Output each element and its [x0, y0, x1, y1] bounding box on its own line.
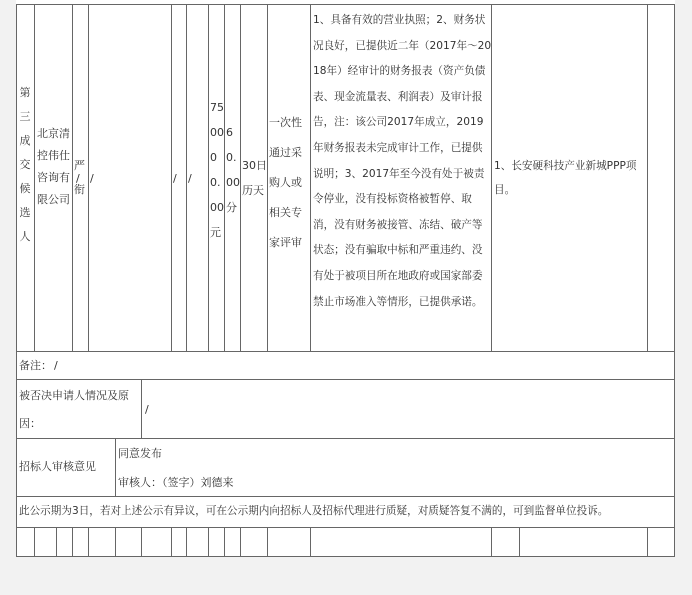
col-line	[186, 4, 187, 351]
row-line-candidate-bottom	[16, 351, 675, 352]
table-border-left	[16, 4, 17, 557]
rejected-label-line2: 因：	[19, 417, 41, 430]
col-line	[72, 4, 73, 351]
rank-char: 交	[19, 158, 31, 171]
rejected-label-line1: 被否决申请人情况及原	[19, 389, 129, 402]
rank-char: 第	[19, 86, 31, 99]
rank-char: 三	[19, 110, 31, 123]
empty-row-line	[141, 527, 142, 556]
col-line	[224, 4, 225, 351]
row-line-top	[16, 4, 675, 5]
rank-char: 人	[19, 230, 31, 243]
review-reviewer-signature: 审核人：（签字）刘德来	[118, 476, 234, 489]
review-label: 招标人审核意见	[19, 460, 96, 473]
empty-row-line	[519, 527, 520, 556]
candidate-rank-label	[18, 81, 32, 249]
empty-row-line	[267, 527, 268, 556]
page-footer-space	[0, 557, 692, 595]
empty-row-line	[310, 527, 311, 556]
cell-slash: /	[173, 172, 177, 185]
candidate-qualification-requirements: 1、具备有效的营业执照；2、财务状 况良好，已提供近二年（2017年～20 18年）经审计的财务报表（资产负债 表、现金流量表、利润表）及审计报 告，注：该公司2017年成立，2019 年财务报表未完成审计工作，已提供 说明；3、2017年至今没有处于被责 令停业，没有投标资格被暂停、取 消，没有财务被接管、冻结、破产等 状态；没有骗取中标和严重违约、没 有处于被项目所在地政府或国家部委 禁止市场准入等情形，已提供承诺。	[313, 14, 492, 308]
col-line	[34, 4, 35, 351]
empty-row-line	[224, 527, 225, 556]
announcement-table	[16, 0, 675, 557]
empty-row-line	[115, 527, 116, 556]
empty-row-line	[186, 527, 187, 556]
empty-row-line	[88, 527, 89, 556]
row-line-review-bottom	[16, 496, 675, 497]
empty-row-line	[34, 527, 35, 556]
candidate-performance: 1、长安硬科技产业新城PPP项 目。	[494, 160, 637, 196]
cell-slash: /	[76, 172, 80, 185]
empty-row-line	[208, 527, 209, 556]
notice-text: 此公示期为3日，若对上述公示有异议，可在公示期内向招标人及招标代理进行质疑，对质疑答复不满的，可到监督单位投诉。	[19, 505, 609, 517]
candidate-company-name: 北京清 控伟仕 咨询有 限公司	[37, 127, 70, 206]
table-border-right	[674, 4, 675, 557]
rank-char: 候	[19, 182, 31, 195]
col-line	[310, 4, 311, 351]
cell-slash: /	[90, 172, 94, 185]
empty-row-line	[647, 527, 648, 556]
col-line	[208, 4, 209, 351]
candidate-evaluation-method: 一次性 通过采 购人或 相关专 家评审	[269, 116, 302, 249]
candidate-score: 6 0. 00 分	[226, 126, 240, 214]
col-line	[647, 4, 648, 351]
rejected-value: /	[145, 403, 149, 416]
empty-row-line	[491, 527, 492, 556]
candidate-service-period: 30日 历天	[242, 159, 267, 197]
cell-slash: /	[188, 172, 192, 185]
col-line	[88, 4, 89, 351]
empty-row-line	[72, 527, 73, 556]
col-line	[171, 4, 172, 351]
candidate-bid-price: 75 00 0 0. 00 元	[210, 101, 224, 239]
empty-row-line	[240, 527, 241, 556]
remarks-value: /	[54, 359, 58, 372]
review-divider	[115, 438, 116, 496]
row-line-remarks-bottom	[16, 379, 675, 380]
remarks-label: 备注：	[19, 359, 52, 372]
rank-char: 选	[19, 206, 31, 219]
col-line	[240, 4, 241, 351]
empty-row-line	[171, 527, 172, 556]
review-opinion: 同意发布	[118, 447, 162, 460]
candidate-person: 严 衔	[74, 159, 85, 196]
rank-char: 成	[19, 134, 31, 147]
empty-row-line	[56, 527, 57, 556]
rejected-divider	[141, 379, 142, 438]
col-line	[267, 4, 268, 351]
